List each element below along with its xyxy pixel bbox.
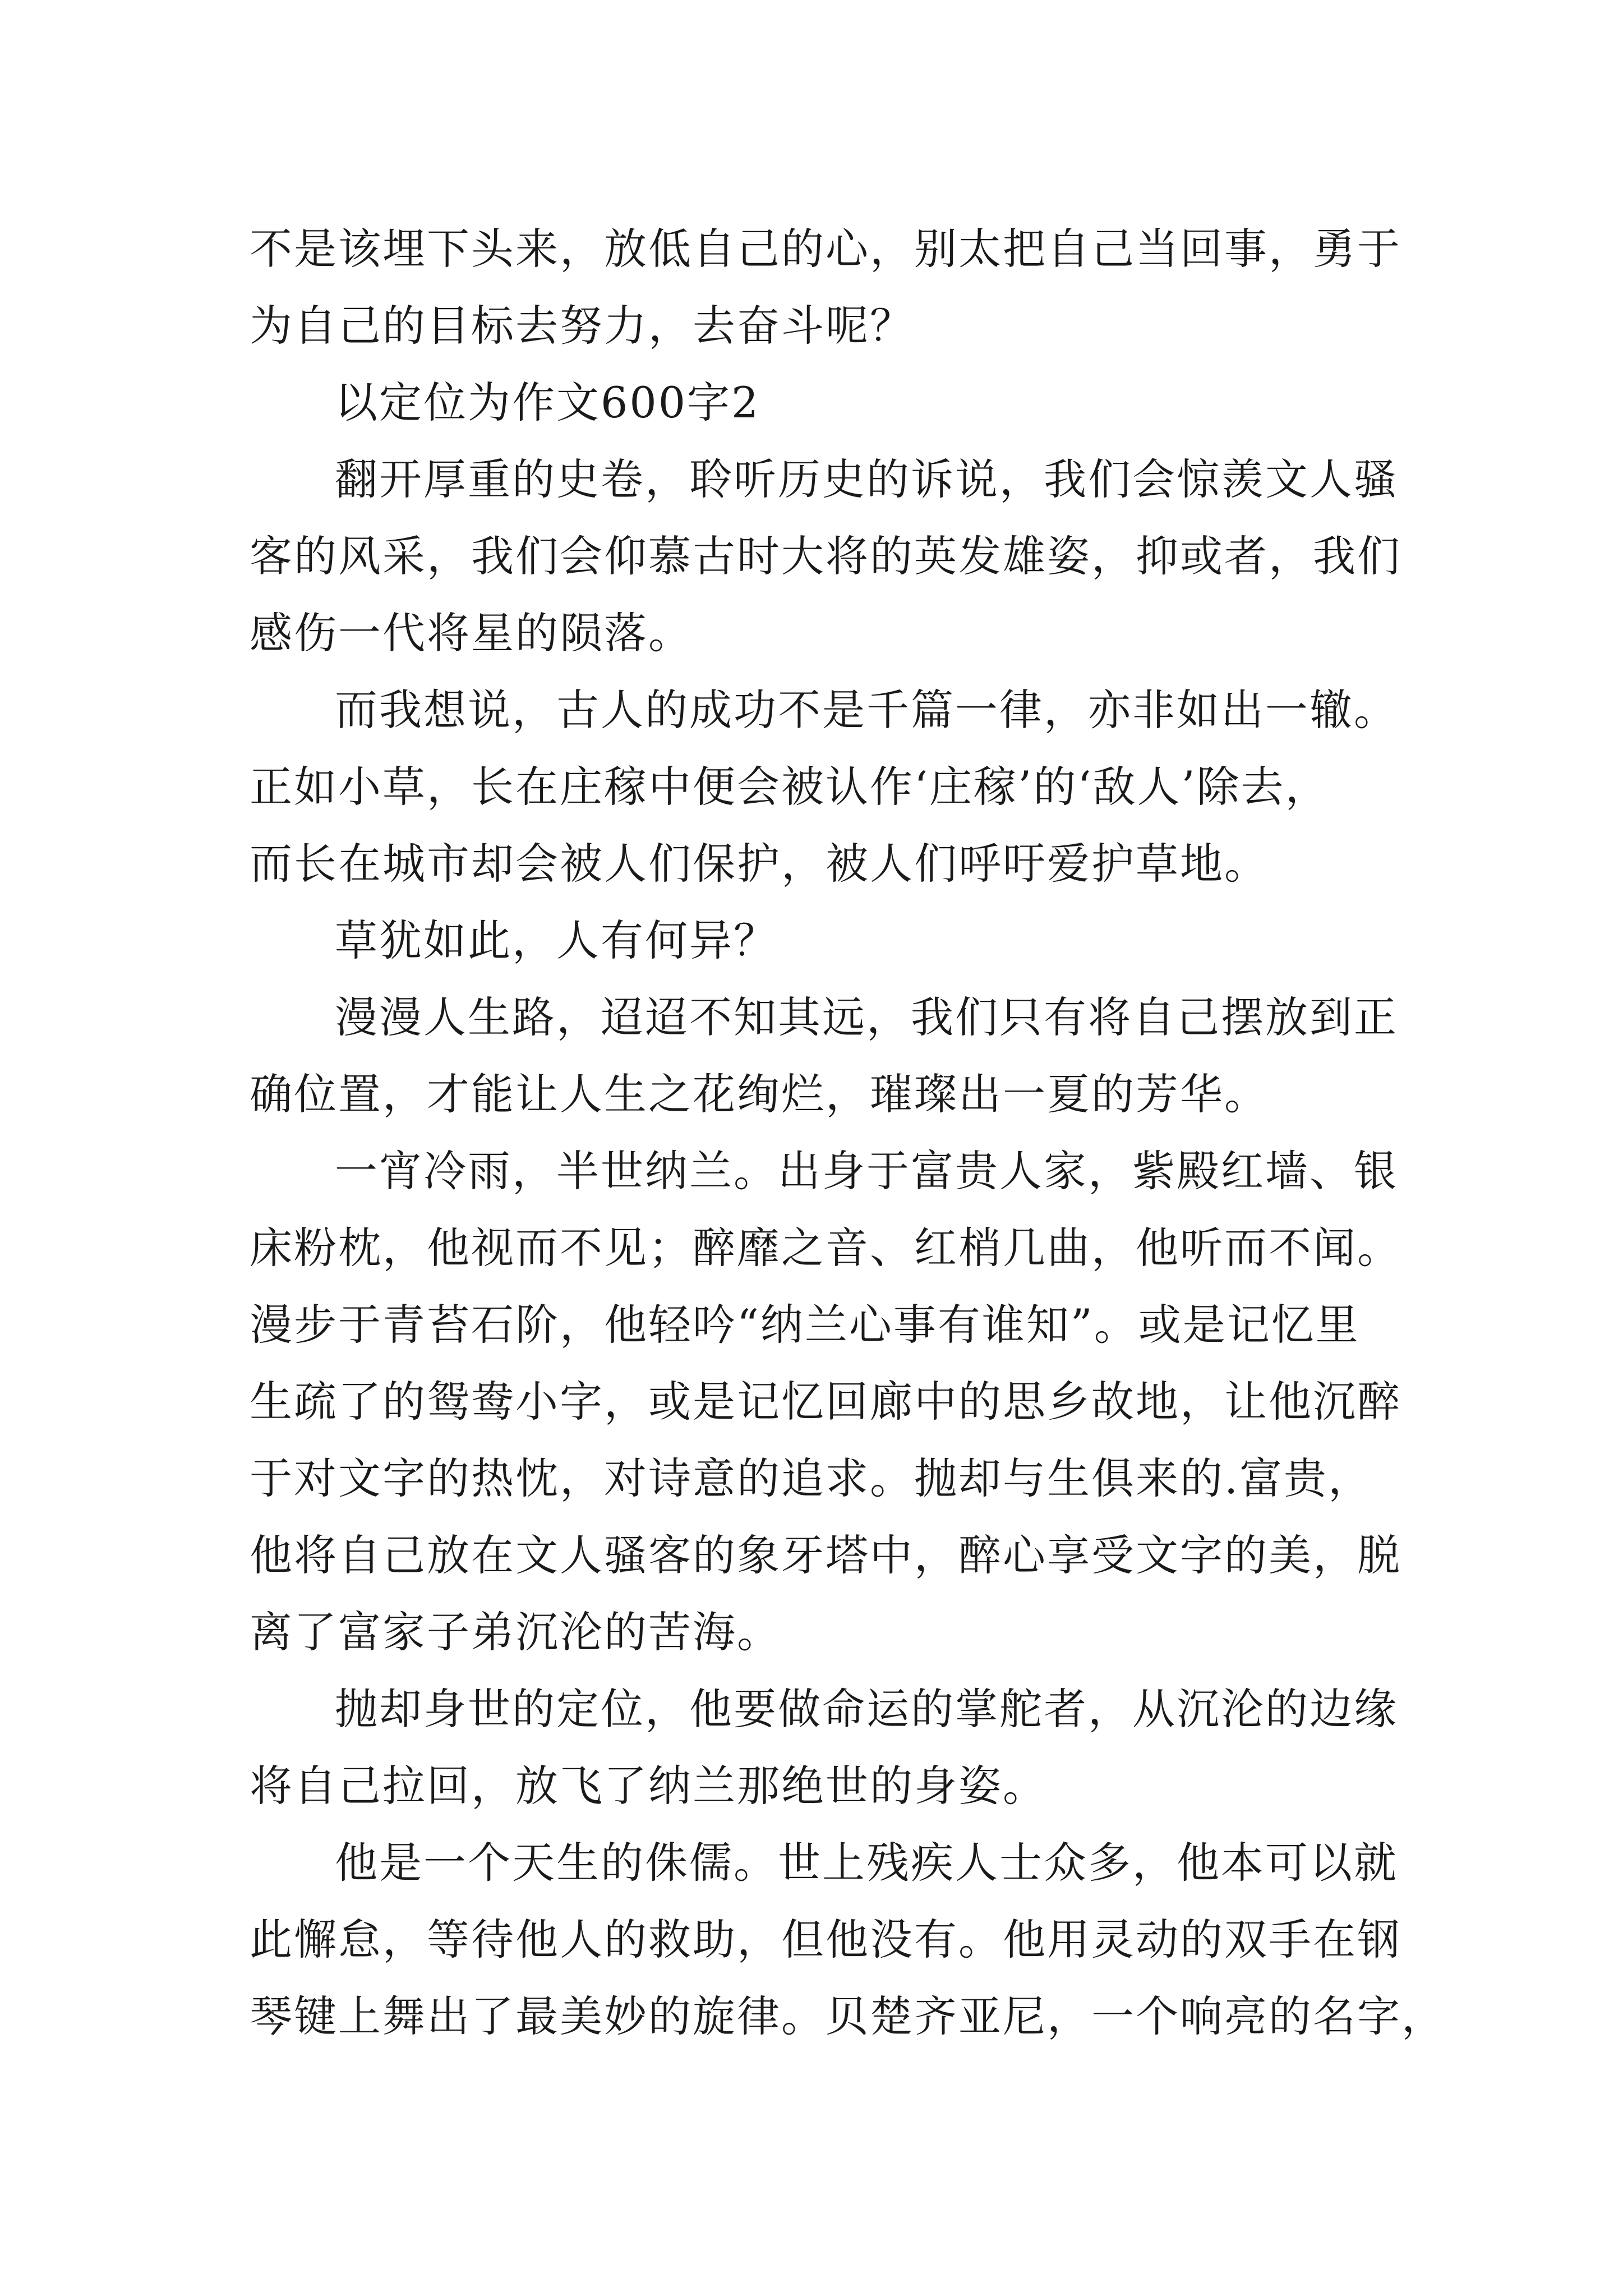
text-line: 翻开厚重的史卷，聆听历史的诉说，我们会惊羡文人骚 bbox=[335, 454, 1398, 504]
text-line: 感伤一代将星的陨落。 bbox=[250, 608, 693, 658]
text-line: 确位置，才能让人生之花绚烂，璀璨出一夏的芳华。 bbox=[250, 1069, 1269, 1119]
text-line: 生疏了的鸳鸯小字，或是记忆回廊中的思乡故地，让他沉醉 bbox=[250, 1377, 1401, 1427]
text-line: 一宵冷雨，半世纳兰。出身于富贵人家，紫殿红墙、银 bbox=[335, 1146, 1398, 1196]
text-line: 客的风采，我们会仰慕古时大将的英发雄姿，抑或者，我们 bbox=[250, 531, 1401, 581]
text-line: 于对文字的热忱，对诗意的追求。抛却与生俱来的.富贵， bbox=[250, 1453, 1373, 1503]
text-line: 为自己的目标去努力，去奋斗呢？ bbox=[250, 301, 914, 351]
text-line: 而长在城市却会被人们保护，被人们呼吁爱护草地。 bbox=[250, 839, 1269, 889]
body-text bbox=[250, 210, 1446, 2055]
text-line: 将自己拉回，放飞了纳兰那绝世的身姿。 bbox=[250, 1761, 1047, 1811]
section-heading: 以定位为作文600字2 bbox=[335, 378, 760, 427]
text-line: 离了富家子弟沉沦的苦海。 bbox=[250, 1607, 781, 1657]
text-line: 正如小草，长在庄稼中便会被认作‘庄稼’的‘敌人’除去， bbox=[250, 762, 1330, 812]
text-line: 漫漫人生路，迢迢不知其远，我们只有将自己摆放到正 bbox=[335, 992, 1398, 1042]
text-line: 他将自己放在文人骚客的象牙塔中，醉心享受文字的美，脱 bbox=[250, 1530, 1401, 1580]
text-line: 此懈怠，等待他人的救助，但他没有。他用灵动的双手在钢 bbox=[250, 1915, 1401, 1964]
text-line: 抛却身世的定位，他要做命运的掌舵者，从沉沦的边缘 bbox=[335, 1684, 1398, 1734]
text-line: 他是一个天生的侏儒。世上残疾人士众多，他本可以就 bbox=[335, 1838, 1398, 1888]
text-line: 床粉枕，他视而不见；醉靡之音、红梢几曲，他听而不闻。 bbox=[250, 1223, 1401, 1273]
text-line: 而我想说，古人的成功不是千篇一律，亦非如出一辙。 bbox=[335, 685, 1398, 735]
text-line: 漫步于青苔石阶，他轻吟“纳兰心事有谁知”。或是记忆里 bbox=[250, 1300, 1360, 1350]
text-line: 不是该埋下头来，放低自己的心，别太把自己当回事，勇于 bbox=[250, 224, 1401, 274]
text-line: 琴键上舞出了最美妙的旋律。贝楚齐亚尼，一个响亮的名字， bbox=[250, 1991, 1446, 2041]
text-line: 草犹如此，人有何异？ bbox=[335, 915, 778, 965]
